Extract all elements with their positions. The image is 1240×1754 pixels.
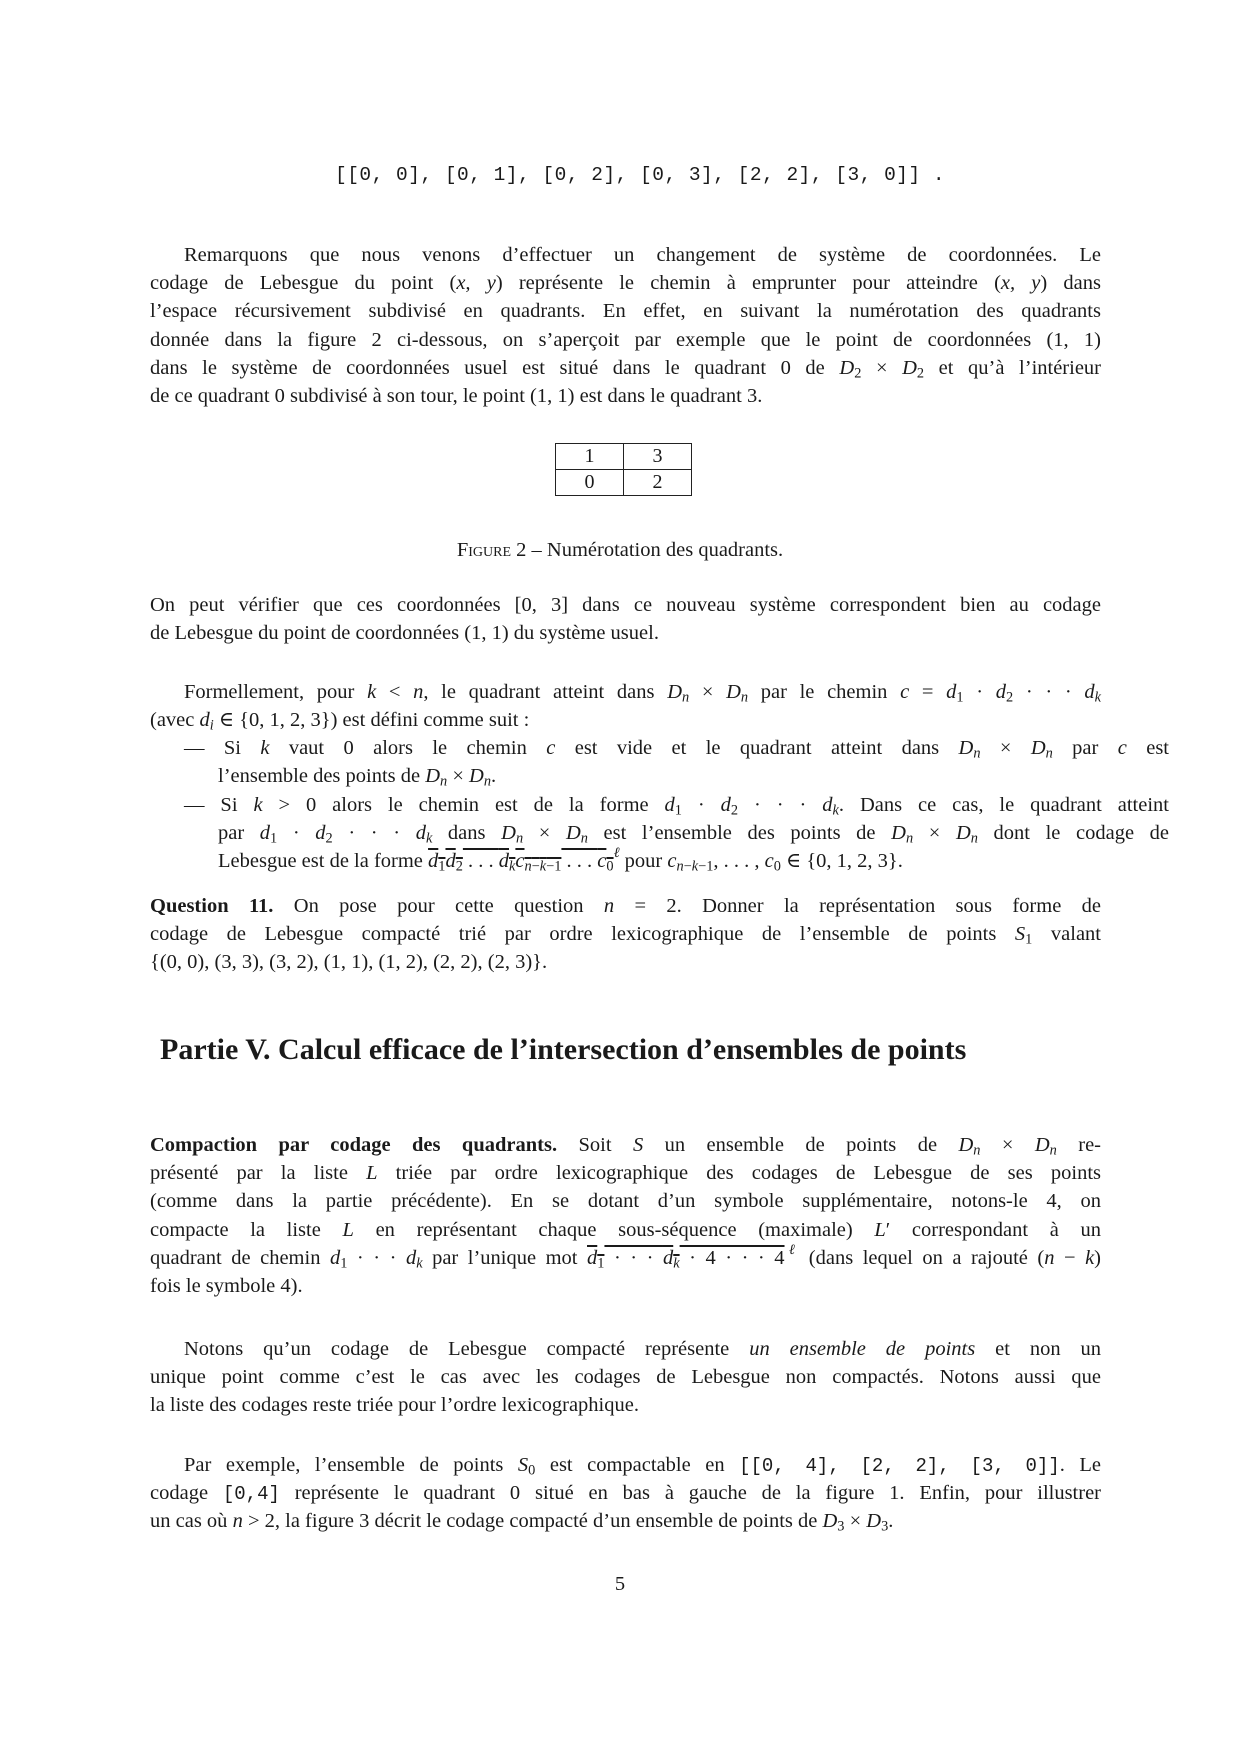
- text-line: Compaction par codage des quadrants. Soit S un ensemble de points de $D_n \times D_n$ re-: [150, 1134, 1102, 1159]
- text-line: par $d_1 \cdot d_2$ · · · $d_k$ dans $D_n \times D_n$ est l’ensemble des points de $D_n \times D_n$ dont le codage de: [218, 822, 1170, 847]
- paragraph-formal-definition: [150, 678, 1101, 734]
- text-line: Par exemple, l’ensemble de points $S_0$ est compactable en [[0, 4], [2, 2], [3, 0]]. Le: [184, 1454, 1102, 1479]
- text-line: présenté par la liste L triée par ordre lexicographique des codages de Lebesgue de ses points: [150, 1162, 1101, 1185]
- figure-caption: [0, 539, 1240, 562]
- text-line: la liste des codages reste triée pour l’ordre lexicographique.: [150, 1394, 639, 1417]
- text-line: — Si k vaut 0 alors le chemin c est vide et le quadrant atteint dans $D_n \times D_n$ par c est: [184, 737, 1169, 762]
- paragraph-verification: [150, 591, 1101, 647]
- table-cell: 3: [624, 444, 692, 470]
- figure-caption-text: – Numérotation des quadrants.: [526, 539, 784, 561]
- text-line: codage de Lebesgue du point (x, y) représente le chemin à emprunter pour atteindre (x, y) dans: [150, 272, 1102, 295]
- text-line: — Si k > 0 alors le chemin est de la forme $d_1 \cdot d_2$ · · · $d_k$. Dans ce cas, le quadrant atteint: [184, 794, 1169, 819]
- text-line: donnée dans la figure 2 ci-dessous, on s’aperçoit par exemple que le point de coordonnées (1, 1): [150, 328, 1101, 351]
- paragraph-example: [150, 1451, 1101, 1536]
- list-item: [150, 734, 1169, 790]
- text-line: On peut vérifier que ces coordonnées [0, 3] dans ce nouveau système correspondent bien au codage: [150, 594, 1101, 616]
- text-line: un cas où n > 2, la figure 3 décrit le codage compacté d’un ensemble de points de $D_3 \times D_3$.: [150, 1510, 894, 1535]
- text-line: de ce quadrant 0 subdivisé à son tour, le point (1, 1) est dans le quadrant 3.: [150, 384, 763, 407]
- code-listing: [[0, 0], [0, 1], [0, 2], [0, 3], [2, 2], [3, 0]] .: [335, 164, 946, 186]
- figure-label: Figure 2: [456, 539, 527, 561]
- question-11: [150, 892, 1101, 977]
- section-heading: Partie V. Calcul efficace de l’intersection d’ensembles de points: [160, 1033, 967, 1066]
- list-item: [150, 791, 1169, 876]
- text-line: (comme dans la partie précédente). En se dotant d’un symbole supplémentaire, notons-le 4, on: [150, 1190, 1101, 1213]
- text-line: de Lebesgue du point de coordonnées (1, 1) du système usuel.: [150, 622, 659, 645]
- text-line: fois le symbole 4).: [150, 1274, 303, 1297]
- paragraph-compacted-set: [150, 1335, 1101, 1420]
- text-line: unique point comme c’est le cas avec les codages de Lebesgue non compactés. Notons aussi que: [150, 1366, 1101, 1389]
- paragraph-coordinate-change: [150, 241, 1101, 410]
- text-line: quadrant de chemin $d_1$ · · · $d_k$ par l’unique mot $d_1$ · · · $d_k \cdot 4$ · · · $4^\ell$ (dans lequel on a rajouté (n − k): [150, 1241, 1101, 1272]
- table-row: [556, 444, 692, 470]
- table-cell: 2: [624, 470, 692, 496]
- quadrant-numbering-table: [555, 443, 692, 496]
- text-line: Lebesgue est de la forme $d_1d_2$ . . . $d_kc_{n-k-1}$ . . . $c_0^\ell$ pour $c_{n-k-1}$, . . . , $c_0$ ∈ {0, 1, 2, 3}.: [218, 845, 903, 875]
- text-line: {(0, 0), (3, 3), (3, 2), (1, 1), (1, 2), (2, 2), (2, 3)}.: [150, 951, 548, 974]
- text-line: codage [0,4] représente le quadrant 0 situé en bas à gauche de la figure 1. Enfin, pour illustrer: [150, 1482, 1102, 1506]
- table-cell: 0: [556, 470, 624, 496]
- text-line: Formellement, pour k < n, le quadrant atteint dans $D_n \times D_n$ par le chemin $c = d_1 \cdot d_2$ · · · $d_k$: [184, 681, 1101, 706]
- text-line: Question 11. On pose pour cette question n = 2. Donner la représentation sous forme de: [150, 895, 1101, 917]
- text-line: Remarquons que nous venons d’effectuer un changement de système de coordonnées. Le: [184, 244, 1101, 266]
- text-line: (avec $d_i$ ∈ {0, 1, 2, 3}) est défini comme suit :: [150, 709, 530, 734]
- text-line: codage de Lebesgue compacté trié par ordre lexicographique de l’ensemble de points $S_1$ valant: [150, 923, 1101, 948]
- text-line: l’espace récursivement subdivisé en quadrants. En effet, en suivant la numérotation des quadrants: [150, 300, 1101, 323]
- page-number: 5: [614, 1573, 626, 1595]
- text-line: dans le système de coordonnées usuel est situé dans le quadrant 0 de $D_2 \times D_2$ et qu’à l’intérieur: [150, 356, 1102, 382]
- text-line: Notons qu’un codage de Lebesgue compacté représente un ensemble de points et non un: [184, 1338, 1101, 1360]
- paragraph-compaction: [150, 1131, 1101, 1300]
- table-cell: 1: [556, 444, 624, 470]
- table-row: [556, 470, 692, 496]
- text-line: l’ensemble des points de $D_n \times D_n$.: [218, 765, 497, 790]
- text-line: compacte la liste L en représentant chaque sous-séquence (maximale) L′ correspondant à un: [150, 1218, 1101, 1241]
